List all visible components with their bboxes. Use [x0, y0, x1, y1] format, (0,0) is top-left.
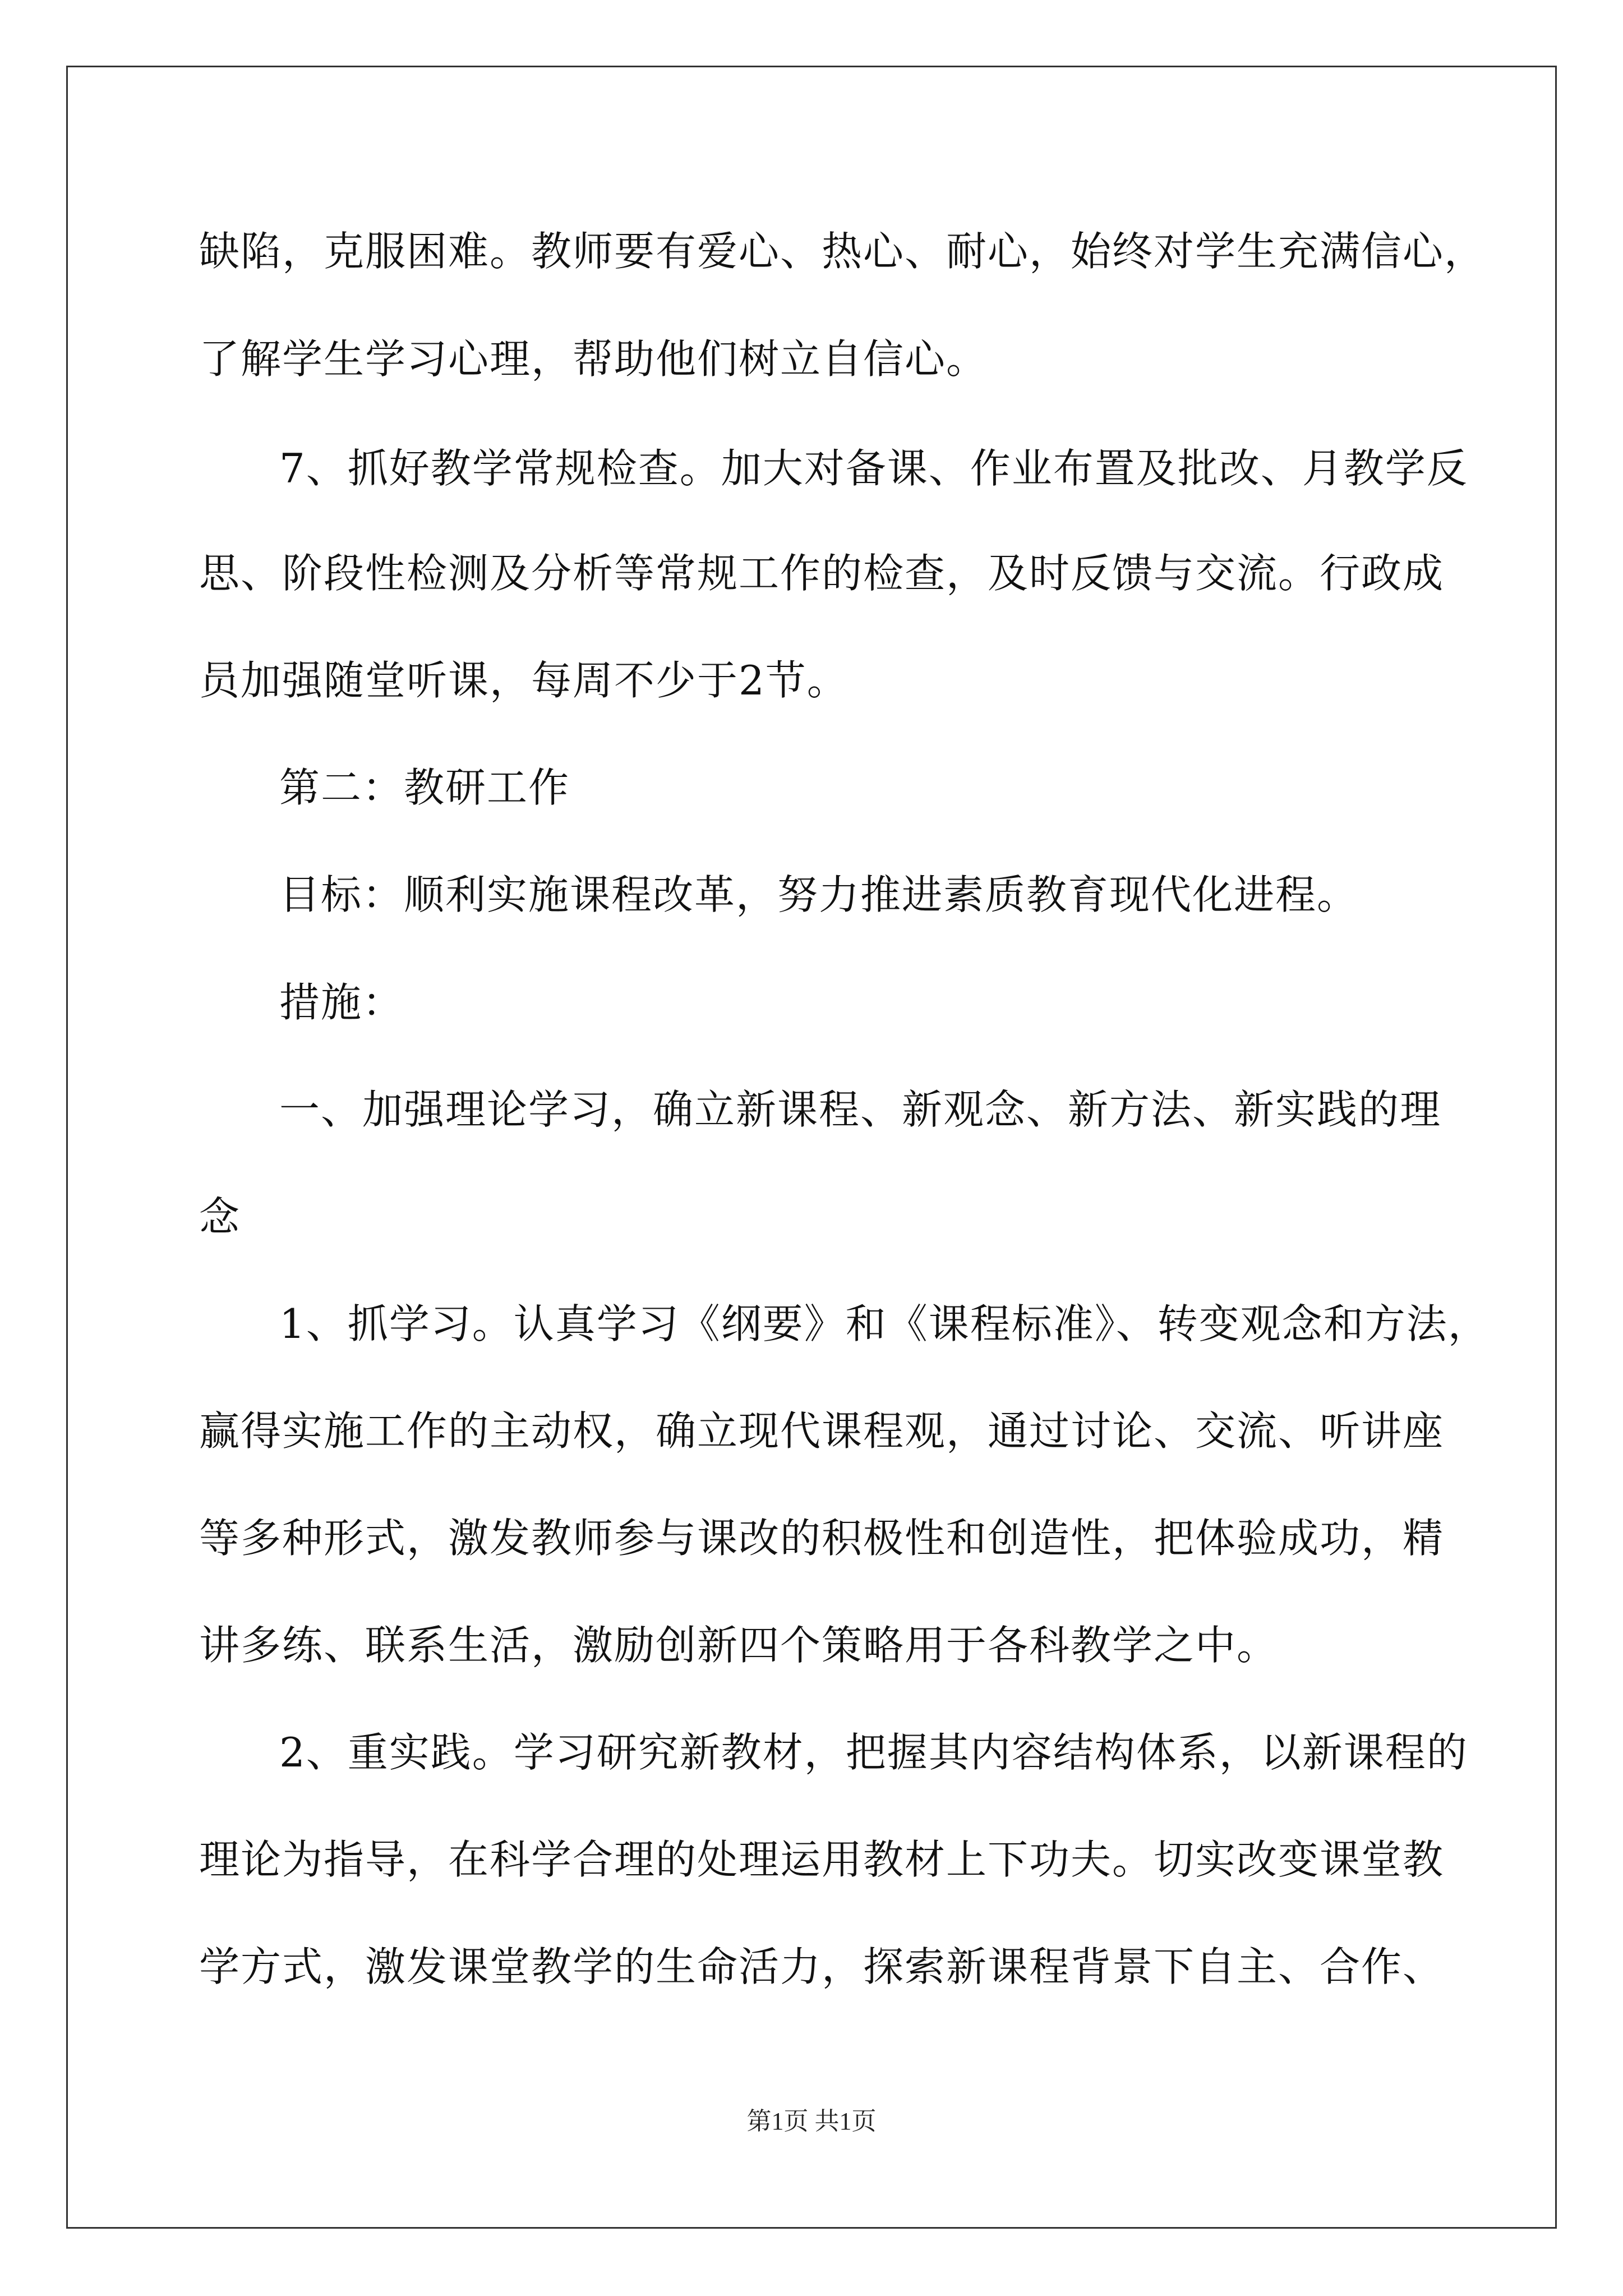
text-line: 7、抓好教学常规检查。加大对备课、作业布置及批改、月教学反: [279, 445, 1468, 492]
section-heading: 第二：教研工作: [279, 764, 570, 811]
text-line: 理论为指导，在科学合理的处理运用教材上下功夫。切实改变课堂教: [199, 1836, 1445, 1883]
text-line: 思、阶段性检测及分析等常规工作的检查，及时反馈与交流。行政成: [199, 550, 1445, 597]
page-number-footer: 第1页 共1页: [746, 2108, 877, 2135]
text-line: 措施：: [279, 979, 404, 1026]
text-line: 赢得实施工作的主动权，确立现代课程观，通过讨论、交流、听讲座: [199, 1407, 1445, 1455]
text-line: 讲多练、联系生活，激励创新四个策略用于各科教学之中。: [199, 1622, 1279, 1669]
text-line: 学方式，激发课堂教学的生命活力，探索新课程背景下自主、合作、: [199, 1943, 1445, 1990]
text-line: 1、抓学习。认真学习《纲要》和《课程标准》、转变观念和方法，: [279, 1300, 1490, 1347]
page-border: [66, 66, 1557, 2229]
text-line: 目标：顺利实施课程改革，努力推进素质教育现代化进程。: [279, 871, 1359, 918]
text-line: 念: [199, 1193, 241, 1240]
text-line: 一、加强理论学习，确立新课程、新观念、新方法、新实践的理: [279, 1086, 1442, 1133]
text-line: 等多种形式，激发教师参与课改的积极性和创造性，把体验成功，精: [199, 1515, 1445, 1562]
text-line: 2、重实践。学习研究新教材，把握其内容结构体系，以新课程的: [279, 1729, 1468, 1776]
text-line: 了解学生学习心理，帮助他们树立自信心。: [199, 335, 988, 383]
text-line: 缺陷，克服困难。教师要有爱心、热心、耐心，始终对学生充满信心，: [199, 228, 1486, 275]
text-line: 员加强随堂听课，每周不少于2节。: [199, 657, 849, 704]
